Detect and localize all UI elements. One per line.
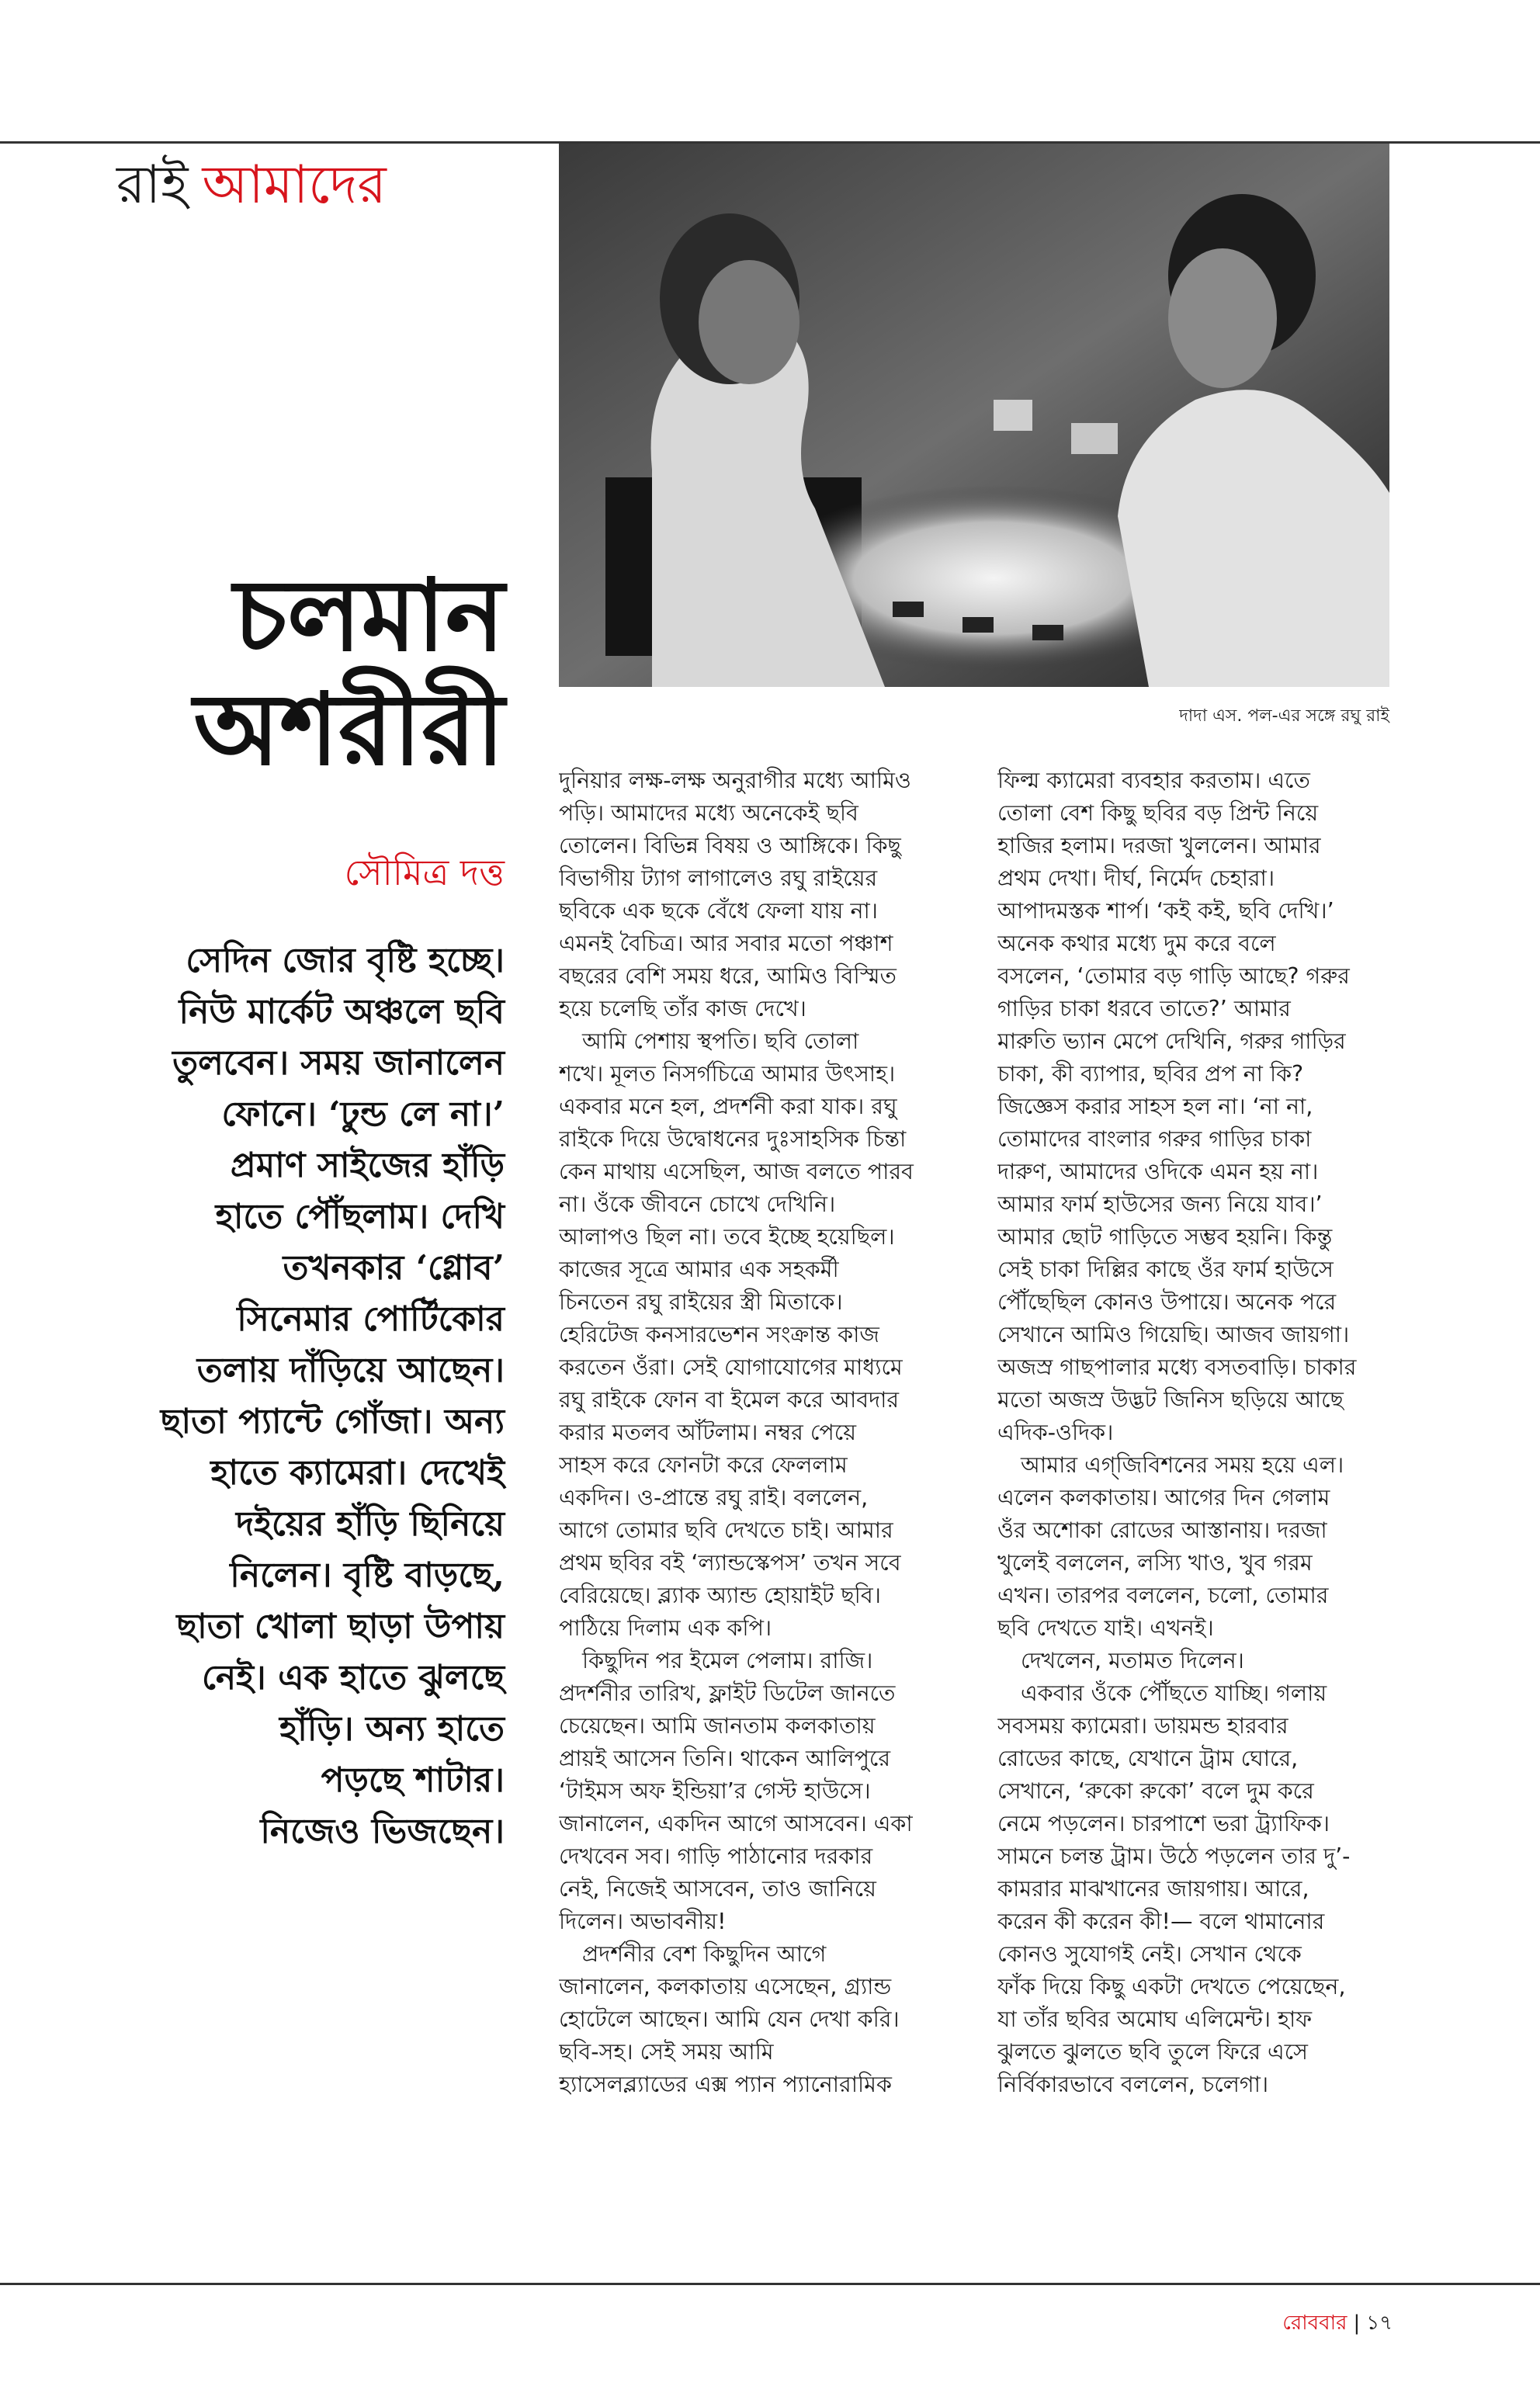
body-text-line: প্রদর্শনীর তারিখ, ফ্লাইট ডিটেল জানতে bbox=[559, 1680, 896, 1706]
body-text-line: তোলেন। বিভিন্ন বিষয় ও আঙ্গিকে। কিছু bbox=[559, 833, 901, 858]
pull-quote-line: নিউ মার্কেট অঞ্চলে ছবি bbox=[179, 992, 505, 1032]
body-text-line: কামরার মাঝখানের জায়গায়। আরে, bbox=[997, 1876, 1309, 1902]
body-column-2 bbox=[997, 765, 1409, 2101]
body-text-line: ঝুলতে ঝুলতে ছবি তুলে ফিরে এসে bbox=[997, 2039, 1309, 2065]
body-text-line: প্রায়ই আসেন তিনি। থাকেন আলিপুরে bbox=[559, 1746, 891, 1771]
body-text-line: তোলা বেশ কিছু ছবির বড় প্রিন্ট নিয়ে bbox=[997, 800, 1319, 826]
pull-quote-line: পড়ছে শাটার। bbox=[321, 1760, 505, 1800]
pull-quote-line: হাতে পৌঁছলাম। দেখি bbox=[215, 1197, 505, 1236]
body-text-line: হ্যাসেলব্ল্যাডের এক্স প্যান প্যানোরামিক bbox=[559, 2072, 892, 2097]
body-text-line: পাঠিয়ে দিলাম এক কপি। bbox=[559, 1615, 772, 1641]
body-text-line: বছরের বেশি সময় ধরে, আমিও বিস্মিত bbox=[559, 963, 897, 989]
body-text-line: প্রথম ছবির বই ‘ল্যান্ডস্কেপস’ তখন সবে bbox=[559, 1550, 901, 1576]
body-text-line: জানালেন, একদিন আগে আসবেন। একা bbox=[559, 1811, 913, 1836]
body-text-line: মারুতি ভ্যান মেপে দেখিনি, গরুর গাড়ির bbox=[997, 1028, 1346, 1054]
pull-quote-line: ফোনে। ‘ঢুন্ড লে না।’ bbox=[221, 1094, 505, 1134]
body-text-line: হয়ে চলেছি তাঁর কাজ দেখে। bbox=[559, 996, 806, 1021]
body-text-line: নির্বিকারভাবে বললেন, চলেগা। bbox=[997, 2072, 1269, 2097]
body-text-line: সেই চাকা দিল্লির কাছে ওঁর ফার্ম হাউসে bbox=[997, 1257, 1334, 1282]
body-text-line: খুলেই বললেন, লস্যি খাও, খুব গরম bbox=[997, 1550, 1313, 1576]
body-text-line: এমনই বৈচিত্র। আর সবার মতো পঞ্চাশ bbox=[559, 931, 893, 956]
body-text-line: দেখবেন সব। গাড়ি পাঠানোর দরকার bbox=[559, 1843, 873, 1869]
body-text-line: সাহস করে ফোনটা করে ফেললাম bbox=[559, 1452, 848, 1478]
body-text-line: ফাঁক দিয়ে কিছু একটা দেখতে পেয়েছেন, bbox=[997, 1974, 1346, 1999]
pull-quote-line: হাঁড়ি। অন্য হাতে bbox=[279, 1709, 505, 1749]
body-text-line: ওঁর অশোকা রোডের আস্তানায়। দরজা bbox=[997, 1517, 1327, 1543]
pull-quote-line: তখনকার ‘গ্লোব’ bbox=[283, 1248, 505, 1288]
body-text-line: করতেন ওঁরা। সেই যোগাযোগের মাধ্যমে bbox=[559, 1354, 903, 1380]
body-text-line: দারুণ, আমাদের ওদিকে এমন হয় না। bbox=[997, 1159, 1319, 1184]
body-text-line: দুনিয়ার লক্ষ-লক্ষ অনুরাগীর মধ্যে আমিও bbox=[559, 768, 911, 793]
bottom-rule bbox=[0, 2283, 1540, 2285]
body-text-line: শখে। মূলত নিসর্গচিত্রে আমার উৎসাহ। bbox=[559, 1061, 896, 1087]
body-text-line: ছবি দেখতে যাই। এখনই। bbox=[997, 1615, 1214, 1641]
body-text-line: চেয়েছেন। আমি জানতাম কলকাতায় bbox=[559, 1713, 876, 1739]
body-text-line: আমার ফার্ম হাউসের জন্য নিয়ে যাব।’ bbox=[997, 1191, 1323, 1217]
body-text-line: যা তাঁর ছবির অমোঘ এলিমেন্ট। হাফ bbox=[997, 2006, 1313, 2032]
body-text-line: ছবিকে এক ছকে বেঁধে ফেলা যায় না। bbox=[559, 898, 878, 924]
page-folio bbox=[1282, 2307, 1393, 2341]
body-text-line: নেই, নিজেই আসবেন, তাও জানিয়ে bbox=[559, 1876, 876, 1902]
folio-separator: | bbox=[1353, 2311, 1361, 2335]
body-text-line: প্রদর্শনীর বেশ কিছুদিন আগে bbox=[582, 1941, 827, 1967]
body-text-line: পড়ি। আমাদের মধ্যে অনেকেই ছবি bbox=[559, 800, 858, 826]
body-text-line: আগে তোমার ছবি দেখতে চাই। আমার bbox=[559, 1517, 893, 1543]
body-text-line: হোটেলে আছেন। আমি যেন দেখা করি। bbox=[559, 2006, 900, 2032]
body-text-line: বসলেন, ‘তোমার বড় গাড়ি আছে? গরুর bbox=[997, 963, 1350, 989]
body-text-line: রোডের কাছে, যেখানে ট্রাম ঘোরে, bbox=[997, 1746, 1299, 1771]
body-text-line: একবার মনে হল, প্রদর্শনী করা যাক। রঘু bbox=[559, 1094, 897, 1119]
body-text-line: প্রথম দেখা। দীর্ঘ, নির্মেদ চেহারা। bbox=[997, 865, 1275, 891]
section-heading-word-b: আমাদের bbox=[202, 154, 387, 216]
body-text-line: জিজ্ঞেস করার সাহস হল না। ‘না না, bbox=[997, 1094, 1313, 1119]
body-text-line: করেন কী করেন কী!— বলে থামানোর bbox=[997, 1909, 1325, 1934]
pull-quote-line: হাতে ক্যামেরা। দেখেই bbox=[210, 1453, 505, 1493]
body-text-line: ছবি-সহ। সেই সময় আমি bbox=[559, 2039, 774, 2065]
article-headline bbox=[132, 559, 505, 787]
body-text-line: বিভাগীয় ট্যাগ লাগালেও রঘু রাইয়ের bbox=[559, 865, 878, 891]
body-text-line: আপাদমস্তক শার্প। ‘কই কই, ছবি দেখি।’ bbox=[997, 898, 1334, 924]
body-text-line: অজস্র গাছপালার মধ্যে বসতবাড়ি। চাকার bbox=[997, 1354, 1357, 1380]
body-text-line: রাইকে দিয়ে উদ্বোধনের দুঃসাহসিক চিন্তা bbox=[559, 1126, 907, 1152]
pull-quote bbox=[116, 935, 505, 1857]
body-text-line: নেমে পড়লেন। চারপাশে ভরা ট্র্যাফিক। bbox=[997, 1811, 1330, 1836]
body-text-line: বেরিয়েছে। ব্ল্যাক অ্যান্ড হোয়াইট ছবি। bbox=[559, 1583, 881, 1608]
pull-quote-line: সেদিন জোর বৃষ্টি হচ্ছে। bbox=[186, 941, 505, 980]
body-text-line: রঘু রাইকে ফোন বা ইমেল করে আবদার bbox=[559, 1387, 900, 1413]
body-text-line: সবসময় ক্যামেরা। ডায়মন্ড হারবার bbox=[997, 1713, 1289, 1739]
body-text-line: দেখলেন, মতামত দিলেন। bbox=[1021, 1648, 1244, 1673]
body-text-line: সেখানে আমিও গিয়েছি। আজব জায়গা। bbox=[997, 1322, 1350, 1347]
body-text-line: না। ওঁকে জীবনে চোখে দেখিনি। bbox=[559, 1191, 836, 1217]
body-text-line: পৌঁছেছিল কোনও উপায়ে। অনেক পরে bbox=[997, 1289, 1337, 1315]
body-text-line: আমি পেশায় স্থপতি। ছবি তোলা bbox=[582, 1028, 859, 1054]
section-heading-word-a: রাই bbox=[116, 154, 189, 216]
page-number: ১৭ bbox=[1366, 2311, 1393, 2335]
body-text-line: হাজির হলাম। দরজা খুললেন। আমার bbox=[997, 833, 1321, 858]
pull-quote-line: তুলবেন। সময় জানালেন bbox=[172, 1043, 505, 1083]
body-text-line: একদিন। ও-প্রান্তে রঘু রাই। বললেন, bbox=[559, 1485, 869, 1510]
photo-caption: দাদা এস. পল-এর সঙ্গে রঘু রাই bbox=[1179, 706, 1389, 726]
body-text-line: এদিক-ওদিক। bbox=[997, 1420, 1114, 1445]
body-text-line: এখন। তারপর বললেন, চলো, তোমার bbox=[997, 1583, 1329, 1608]
body-text-line: তোমাদের বাংলার গরুর গাড়ির চাকা bbox=[997, 1126, 1312, 1152]
body-text-line: সেখানে, ‘রুকো রুকো’ বলে দুম করে bbox=[997, 1778, 1314, 1804]
author-byline: সৌমিত্র দত্ত bbox=[344, 851, 505, 893]
body-text-line: আমার এগ্‌জিবিশনের সময় হয়ে এল। bbox=[1021, 1452, 1344, 1478]
article-photo bbox=[559, 144, 1389, 687]
body-text-line: একবার ওঁকে পৌঁছতে যাচ্ছি। গলায় bbox=[1021, 1680, 1327, 1706]
body-text-line: সামনে চলন্ত ট্রাম। উঠে পড়লেন তার দু’- bbox=[997, 1843, 1351, 1869]
pull-quote-line: ছাতা খোলা ছাড়া উপায় bbox=[176, 1607, 505, 1646]
body-text-line: ফিল্ম ক্যামেরা ব্যবহার করতাম। এতে bbox=[997, 768, 1310, 793]
body-text-line: আলাপও ছিল না। তবে ইচ্ছে হয়েছিল। bbox=[559, 1224, 895, 1250]
magazine-name: রোববার bbox=[1282, 2311, 1348, 2335]
body-text-line: করার মতলব আঁটলাম। নম্বর পেয়ে bbox=[559, 1420, 857, 1445]
pull-quote-line: নেই। এক হাতে ঝুলছে bbox=[202, 1658, 505, 1698]
pull-quote-line: প্রমাণ সাইজের হাঁড়ি bbox=[230, 1146, 505, 1185]
headline-line-1: চলমান bbox=[233, 557, 505, 674]
body-text-line: কোনও সুযোগই নেই। সেখান থেকে bbox=[997, 1941, 1302, 1967]
body-text-line: কিছুদিন পর ইমেল পেলাম। রাজি। bbox=[582, 1648, 873, 1673]
pull-quote-line: ছাতা প্যান্টে গোঁজা। অন্য bbox=[160, 1402, 505, 1441]
pull-quote-line: তলায় দাঁড়িয়ে আছেন। bbox=[196, 1351, 505, 1390]
body-text-line: চিনতেন রঘু রাইয়ের স্ত্রী মিতাকে। bbox=[559, 1289, 843, 1315]
body-text-line: গাড়ির চাকা ধরবে তাতে?’ আমার bbox=[997, 996, 1291, 1021]
body-text-line: ‘টাইমস অফ ইন্ডিয়া’র গেস্ট হাউসে। bbox=[559, 1778, 871, 1804]
pull-quote-line: দইয়ের হাঁড়ি ছিনিয়ে bbox=[235, 1504, 505, 1544]
body-text-line: কেন মাথায় এসেছিল, আজ বলতে পারব bbox=[559, 1159, 914, 1184]
body-text-line: এলেন কলকাতায়। আগের দিন গেলাম bbox=[997, 1485, 1330, 1510]
body-column-1 bbox=[559, 765, 970, 2101]
section-heading bbox=[116, 154, 387, 216]
pull-quote-line: নিলেন। বৃষ্টি বাড়ছে, bbox=[230, 1555, 505, 1595]
pull-quote-line: সিনেমার পোর্টিকোর bbox=[237, 1299, 505, 1339]
body-text-line: মতো অজস্র উদ্ভট জিনিস ছড়িয়ে আছে bbox=[997, 1387, 1344, 1413]
body-text-line: জানালেন, কলকাতায় এসেছেন, গ্র্যান্ড bbox=[559, 1974, 892, 1999]
pull-quote-line: নিজেও ভিজছেন। bbox=[260, 1812, 505, 1851]
body-text-line: কাজের সূত্রে আমার এক সহকর্মী bbox=[559, 1257, 839, 1282]
body-text-line: দিলেন। অভাবনীয়! bbox=[559, 1909, 727, 1934]
headline-line-2: অশরীরী bbox=[193, 671, 505, 789]
body-text-line: চাকা, কী ব্যাপার, ছবির প্রপ না কি? bbox=[997, 1061, 1304, 1087]
body-text-line: অনেক কথার মধ্যে দুম করে বলে bbox=[997, 931, 1276, 956]
body-text-line: হেরিটেজ কনসারভেশন সংক্রান্ত কাজ bbox=[559, 1322, 879, 1347]
body-text-line: আমার ছোট গাড়িতে সম্ভব হয়নি। কিন্তু bbox=[997, 1224, 1333, 1250]
